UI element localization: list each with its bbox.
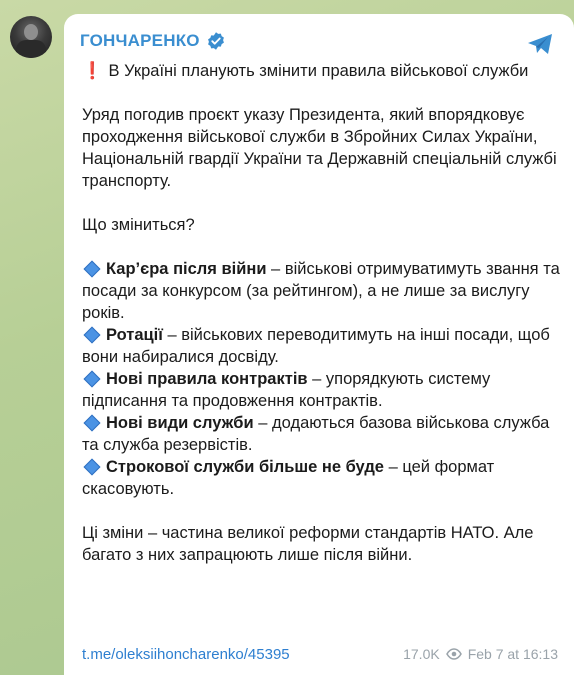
blue-diamond-icon [84,415,101,432]
share-plane-icon[interactable] [526,32,554,56]
blue-diamond-icon [84,261,101,278]
blue-diamond-icon [84,459,101,476]
blue-diamond-icon [84,371,101,388]
message-bubble [64,14,574,675]
blue-diamond-icon [84,327,101,344]
list-item-bold: Строкової служби більше не буде [106,458,384,476]
list-item-bold: Нові правила контрактів [106,370,308,388]
list-item [82,258,562,324]
message-footer [82,644,558,664]
list-item [82,456,562,500]
list-item-text: – упорядкують систему підписання та продовження контрактів. [82,370,491,410]
list-item [82,324,562,368]
post-paragraph: Уряд погодив проєкт указу Президента, який впорядковує проходження військової служби в Збройних Силах України, Національній гвардії України та Державній спеціальній службі транспорту. [82,106,557,190]
verified-badge-icon [206,31,226,51]
list-item-text: – цей формат скасовують. [82,458,495,498]
channel-name[interactable]: ГОНЧАРЕНКО [80,31,200,50]
list-item-text: – додаються базова військова служба та служба резервістів. [82,414,550,454]
message-meta [403,646,558,662]
post-link[interactable]: t.me/oleksiihoncharenko/45395 [82,645,290,663]
list-item [82,368,562,412]
avatar-body [16,40,46,58]
message-text [82,60,562,566]
list-item [82,412,562,456]
eye-icon [446,648,462,660]
list-item-text: – військових переводитимуть на інші посади, щоб вони набиралися досвіду. [82,326,550,366]
post-title-text: В Україні планують змінити правила військової служби [108,62,529,80]
message-date: Feb 7 at 16:13 [467,646,558,662]
message-header [80,30,226,52]
post-title [82,60,562,82]
exclamation-icon: ❗ [82,62,103,80]
view-count: 17.0K [403,646,440,662]
post-question: Що зміниться? [82,216,195,234]
list-item-bold: Нові види служби [106,414,254,432]
post-closing: Ці зміни – частина великої реформи стандартів НАТО. Але багато з них запрацюють лише після війни. [82,524,534,564]
list-item-text: – військові отримуватимуть звання та посади за конкурсом (за рейтингом), а не лише за вислугу років. [82,260,560,322]
channel-avatar[interactable] [10,16,52,58]
list-item-bold: Ротації [106,326,163,344]
list-item-bold: Кар’єра після війни [106,260,267,278]
avatar-face [24,24,38,40]
